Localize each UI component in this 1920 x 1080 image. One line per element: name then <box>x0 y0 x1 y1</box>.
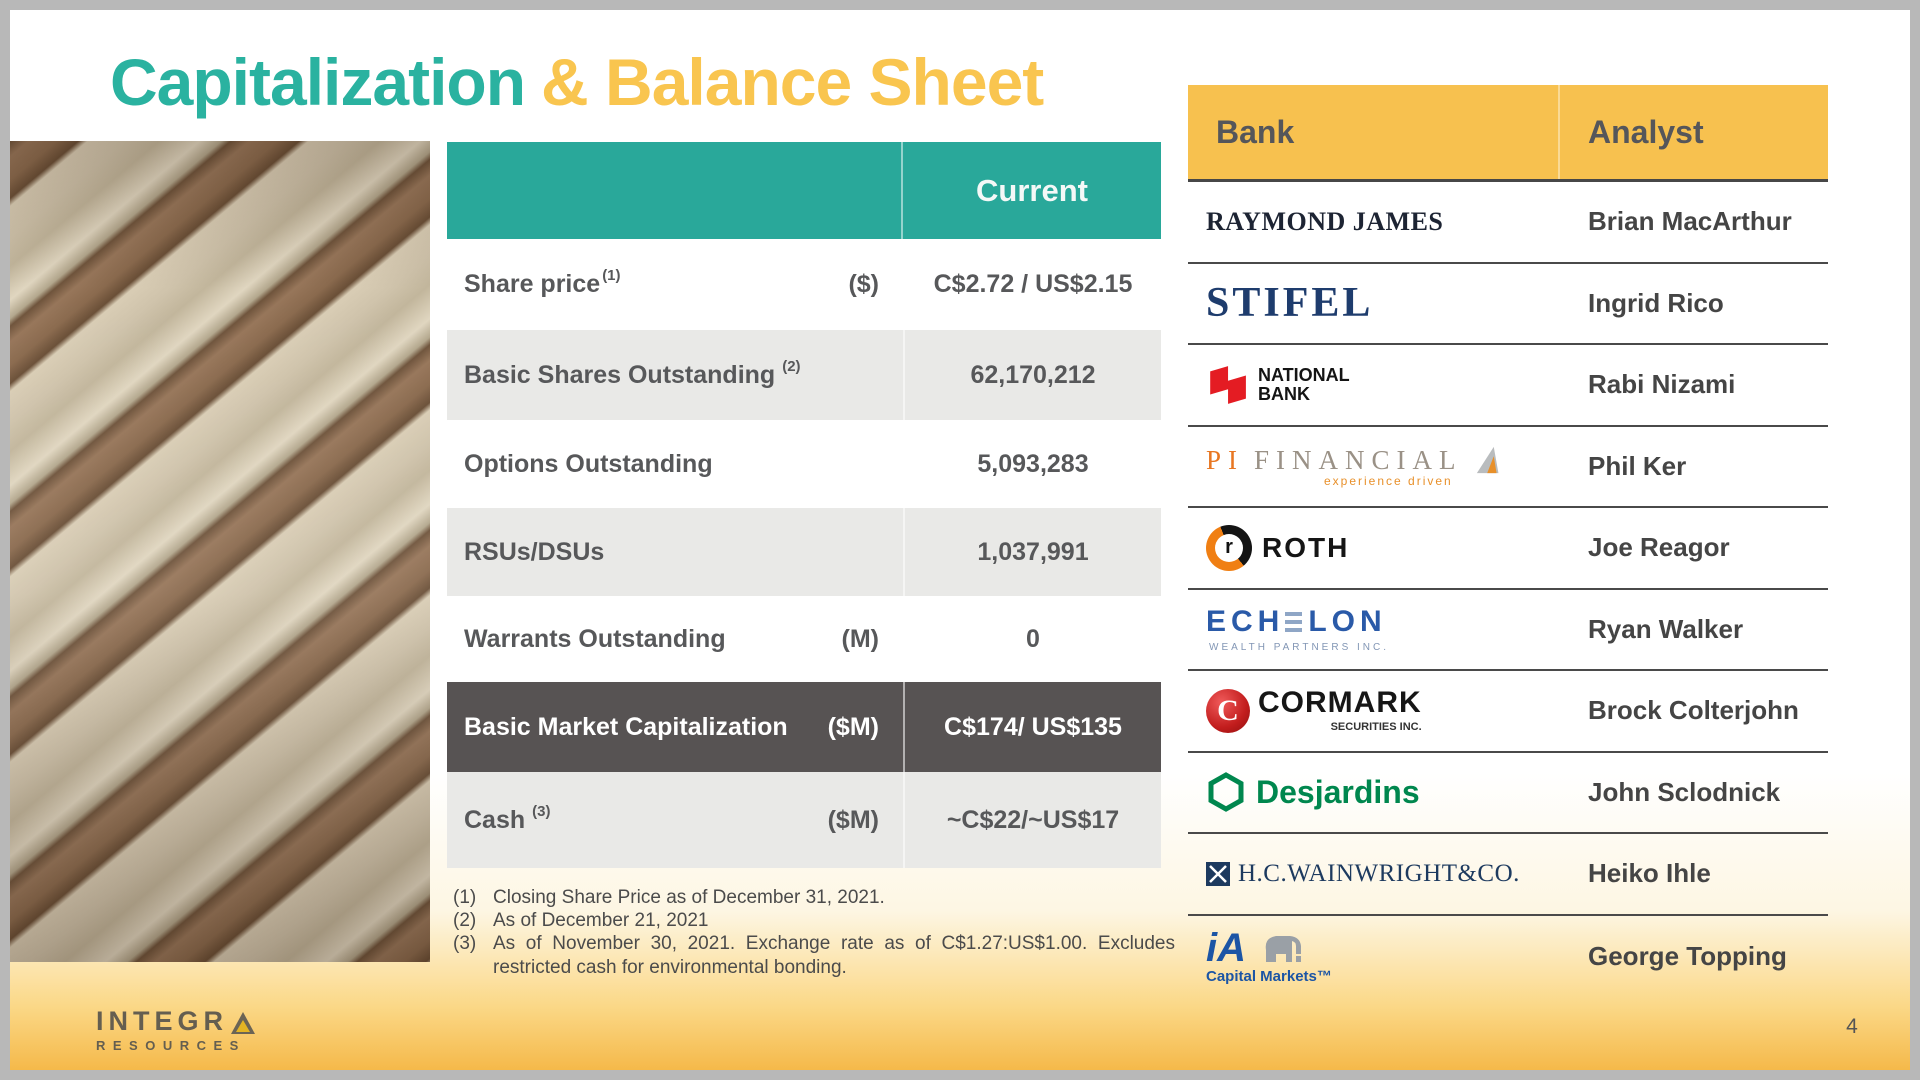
row-label: Cash <box>464 805 526 834</box>
footnote-number: (1) <box>453 887 477 908</box>
echelon-tagline: WEALTH PARTNERS INC. <box>1209 642 1390 654</box>
desjardins-logo <box>1206 772 1420 812</box>
row-unit: ($M) <box>827 712 879 741</box>
bank-row <box>1188 345 1828 427</box>
table-row <box>447 508 1161 596</box>
hc-wainwright-logo <box>1206 860 1520 888</box>
pi-financial-logo <box>1206 445 1507 488</box>
bank-row <box>1188 753 1828 835</box>
row-value: 5,093,283 <box>903 420 1161 508</box>
title-part-teal: Capitalization <box>110 45 526 119</box>
footnote-line <box>453 909 1175 932</box>
row-value: ~C$22/~US$17 <box>903 772 1161 868</box>
bank-row <box>1188 182 1828 264</box>
footnote-ref: (1) <box>602 267 621 284</box>
roth-logo-text: ROTH <box>1262 531 1350 563</box>
row-value: 0 <box>903 596 1161 682</box>
footnote-line <box>453 932 1175 978</box>
analyst-name: Ryan Walker <box>1588 613 1744 644</box>
row-value: C$2.72 / US$2.15 <box>903 239 1161 330</box>
footnote-ref: (3) <box>532 802 551 820</box>
integra-triangle-icon <box>230 1011 256 1035</box>
column-header-analyst: Analyst <box>1588 113 1704 150</box>
integra-resources-logo <box>96 1008 256 1053</box>
ia-logo-sub: Capital Markets™ <box>1206 967 1332 985</box>
echelon-logo-ech: ECH <box>1206 605 1285 639</box>
row-unit: (M) <box>841 624 879 653</box>
row-label: RSUs/DSUs <box>464 537 605 566</box>
cap-table-header <box>447 142 1161 239</box>
row-label: Share price <box>464 270 601 298</box>
roth-circle-icon: r <box>1206 525 1252 571</box>
row-label: Basic Shares Outstanding <box>464 360 776 389</box>
bank-row <box>1188 590 1828 672</box>
footnote-number: (2) <box>453 910 477 932</box>
footnote-text: As of December 21, 2021 <box>493 910 709 932</box>
cormark-logo <box>1206 688 1422 733</box>
raymond-james-logo: RAYMOND JAMES <box>1206 206 1444 236</box>
echelon-logo <box>1206 605 1389 653</box>
row-value: C$174/ US$135 <box>903 682 1161 772</box>
footnote-line <box>453 886 1175 909</box>
cap-header-empty-cell <box>447 142 903 239</box>
table-row <box>447 420 1161 508</box>
row-unit: ($M) <box>827 805 879 834</box>
bank-row <box>1188 427 1828 509</box>
row-value: 1,037,991 <box>903 508 1161 596</box>
row-unit: ($) <box>848 270 879 298</box>
drill-core-photo <box>10 141 430 962</box>
analyst-name: Phil Ker <box>1588 450 1687 481</box>
cormark-sphere-icon: C <box>1206 689 1250 733</box>
table-row <box>447 772 1161 868</box>
roth-logo <box>1206 525 1349 571</box>
integra-logo-subtext: RESOURCES <box>96 1038 246 1053</box>
pi-financial-arrow-icon <box>1473 445 1507 475</box>
slide <box>10 10 1910 1070</box>
cormark-logo-sub: SECURITIES INC. <box>1330 721 1422 734</box>
hc-wainwright-logo-text: H.C.WAINWRIGHT&CO. <box>1238 859 1520 887</box>
national-bank-logo-line2: BANK <box>1258 383 1310 404</box>
pi-financial-logo-pi: PI <box>1206 444 1245 475</box>
analyst-name: Joe Reagor <box>1588 532 1730 563</box>
analyst-name: George Topping <box>1588 940 1787 971</box>
analyst-name: John Sclodnick <box>1588 776 1781 807</box>
bank-row <box>1188 834 1828 916</box>
cormark-logo-text: CORMARK <box>1258 686 1422 720</box>
pi-financial-tagline: experience driven <box>1324 473 1453 488</box>
column-header-bank: Bank <box>1188 85 1560 179</box>
row-label: Warrants Outstanding <box>464 624 726 653</box>
national-bank-logo <box>1206 364 1350 406</box>
hc-wainwright-square-icon <box>1206 862 1230 886</box>
ia-logo-mark: iA <box>1206 925 1246 970</box>
footnote-text: As of November 30, 2021. Exchange rate as of C$1.27:US$1.00. Excludes restricted cash for environmental bonding. <box>493 933 1175 978</box>
desjardins-logo-text: Desjardins <box>1256 773 1420 810</box>
echelon-logo-lon: LON <box>1308 605 1387 639</box>
page-title <box>110 44 1043 120</box>
national-bank-logo-line1: NATIONAL <box>1258 364 1350 385</box>
pi-financial-logo-financial: FINANCIAL <box>1254 444 1463 475</box>
stifel-logo: STIFEL <box>1206 280 1374 327</box>
page-number: 4 <box>1846 1015 1858 1038</box>
echelon-bars-icon <box>1285 612 1302 632</box>
row-value: 62,170,212 <box>903 330 1161 420</box>
analyst-table-header <box>1188 85 1828 182</box>
footnotes <box>453 886 1175 979</box>
analyst-name: Rabi Nizami <box>1588 369 1736 400</box>
footnote-number: (3) <box>453 933 477 955</box>
elephant-icon <box>1252 928 1304 964</box>
ia-capital-markets-logo <box>1206 925 1332 985</box>
table-row <box>447 330 1161 420</box>
analyst-name: Ingrid Rico <box>1588 287 1724 318</box>
table-row-highlight <box>447 682 1161 772</box>
table-row <box>447 596 1161 682</box>
bank-row <box>1188 264 1828 346</box>
desjardins-hexagon-icon <box>1206 772 1246 812</box>
row-label: Basic Market Capitalization <box>464 712 788 741</box>
title-part-yellow: & Balance Sheet <box>541 45 1044 119</box>
bank-row <box>1188 671 1828 753</box>
national-bank-flag-icon <box>1206 364 1248 406</box>
capitalization-table <box>447 142 1161 868</box>
table-row <box>447 239 1161 330</box>
analyst-name: Heiko Ihle <box>1588 858 1711 889</box>
cap-header-current: Current <box>976 172 1088 208</box>
analyst-name: Brock Colterjohn <box>1588 695 1799 726</box>
row-label: Options Outstanding <box>464 449 713 478</box>
analyst-name: Brian MacArthur <box>1588 206 1792 237</box>
integra-logo-text: INTEGR <box>96 1006 229 1036</box>
analyst-table <box>1188 85 1828 997</box>
footnote-text: Closing Share Price as of December 31, 2021. <box>493 887 885 908</box>
bank-row <box>1188 508 1828 590</box>
bank-row <box>1188 916 1828 998</box>
footnote-ref: (2) <box>782 357 801 375</box>
